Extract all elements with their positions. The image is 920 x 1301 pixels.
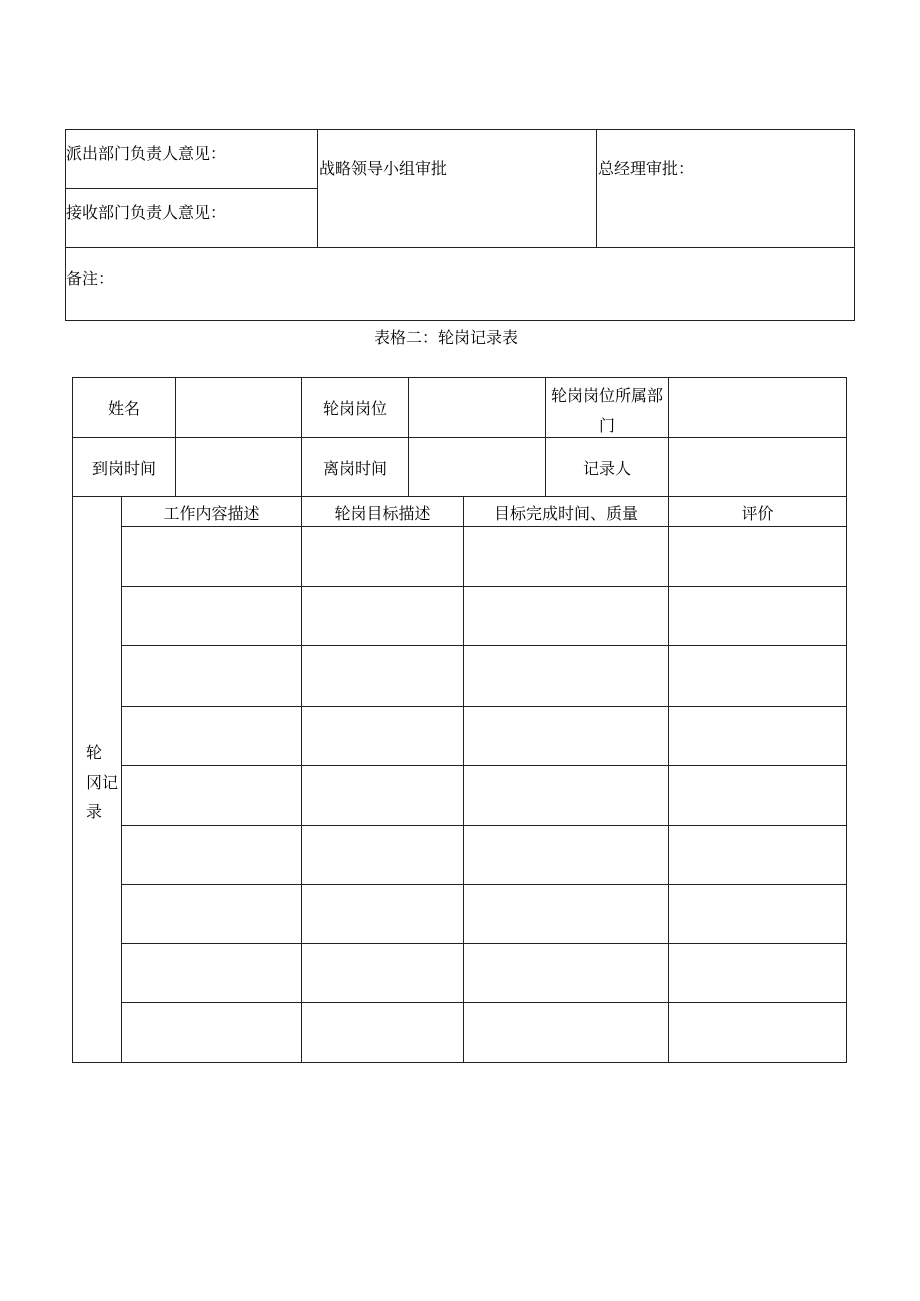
side-label-divider [121, 496, 122, 1063]
position-label: 轮岗岗位 [322, 399, 387, 418]
rotation-table-line-3 [72, 496, 847, 497]
row-separator [121, 706, 847, 707]
info-divider [175, 377, 176, 497]
sender-dept-opinion-label: 派出部门负责人意见： [66, 144, 227, 163]
column-header-evaluation: 评价 [741, 504, 774, 523]
column-divider [301, 377, 302, 1063]
leave-time-label: 离岗时间 [322, 459, 387, 478]
approval-table-middle-line [65, 247, 855, 248]
row-separator [121, 884, 847, 885]
receiver-dept-opinion-label: 接收部门负责人意见： [66, 203, 227, 222]
recorder-label: 记录人 [582, 459, 631, 478]
rotation-table-header-bottom [121, 526, 847, 527]
column-header-work-content: 工作内容描述 [163, 504, 260, 523]
strategy-group-approval-label: 战略领导小组审批 [319, 159, 448, 178]
approval-table-bottom-border [65, 320, 855, 321]
approval-table-top-border [65, 129, 855, 130]
name-label: 姓名 [107, 399, 140, 418]
side-label-line2: 冈记 [86, 773, 119, 792]
rotation-table-bottom-border [72, 1062, 847, 1063]
side-label-line1: 轮 [86, 743, 103, 762]
arrival-time-label: 到岗时间 [91, 459, 156, 478]
row-separator [121, 825, 847, 826]
row-separator [121, 765, 847, 766]
gm-approval-label: 总经理审批： [598, 159, 695, 178]
approval-table-divider-1 [317, 129, 318, 248]
approval-table-right-border [854, 129, 855, 321]
dept-label-line1: 轮岗岗位所属部 [550, 386, 663, 405]
column-divider [463, 496, 464, 1063]
column-header-rotation-goal: 轮岗目标描述 [334, 504, 431, 523]
table-caption: 表格二：轮岗记录表 [374, 328, 519, 347]
dept-label-line2: 门 [598, 416, 615, 435]
approval-table-inner-line [65, 188, 317, 189]
row-separator [121, 943, 847, 944]
row-separator [121, 1002, 847, 1003]
rotation-table-right-border [846, 377, 847, 1063]
remarks-label: 备注： [66, 269, 115, 288]
info-divider [408, 377, 409, 497]
approval-table-divider-2 [596, 129, 597, 248]
column-header-completion: 目标完成时间、质量 [493, 504, 638, 523]
rotation-table-top-border [72, 377, 847, 378]
side-label-line3: 录 [86, 802, 103, 821]
row-separator [121, 645, 847, 646]
column-divider [668, 377, 669, 1063]
rotation-table-left-border [72, 377, 73, 1063]
rotation-table-line-2 [72, 437, 847, 438]
row-separator [121, 586, 847, 587]
